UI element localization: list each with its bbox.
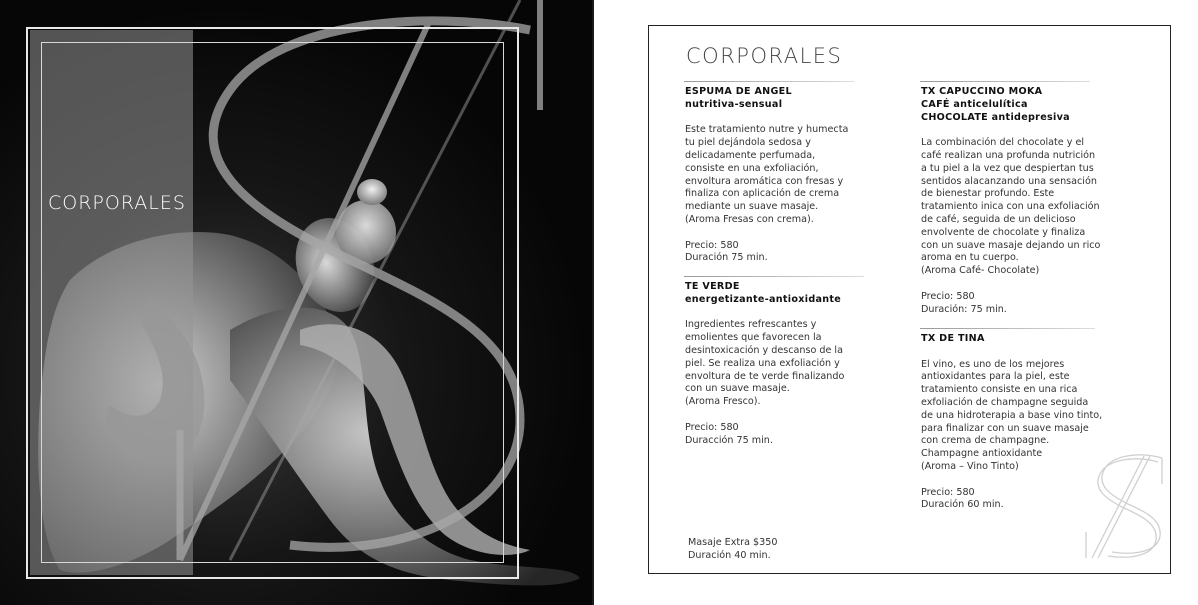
price: Precio: 580 bbox=[685, 421, 739, 433]
treatment-name: TX DE TINA bbox=[921, 333, 985, 344]
description-line: café realizan una profunda nutrición bbox=[921, 149, 1096, 161]
description-line: Este tratamiento nutre y humecta bbox=[685, 124, 849, 136]
treatment-subtitle: CAFÉ anticelulítica bbox=[921, 98, 1028, 110]
description-line: con un suave masaje dejando un rico bbox=[921, 239, 1101, 251]
divider bbox=[684, 81, 854, 82]
description-line: tu piel dejándola sedosa y bbox=[685, 137, 811, 149]
description-line: mediante un suave masaje. bbox=[685, 201, 819, 213]
description-line: de una hidroterapia a base vino tinto, bbox=[921, 409, 1103, 421]
treatment-subtitle: energetizante-antioxidante bbox=[685, 293, 842, 305]
price: Precio: 580 bbox=[685, 239, 739, 251]
duration: Duración 75 min. bbox=[685, 252, 768, 264]
treatment-name: ESPUMA DE ANGEL bbox=[685, 86, 792, 97]
description-line: aroma en tu cuerpo. bbox=[921, 252, 1019, 264]
treatment-name: TX CAPUCCINO MOKA bbox=[921, 86, 1043, 97]
duration: Duración: 75 min. bbox=[921, 303, 1007, 315]
divider bbox=[920, 81, 1090, 82]
description-line: exfoliación de champagne seguida bbox=[921, 396, 1089, 408]
description-line: antioxidantes para la piel, este bbox=[921, 371, 1070, 383]
description-line: con un suave masaje. bbox=[685, 383, 790, 395]
description-line: envolvente de chocolate y finaliza bbox=[921, 226, 1086, 238]
description-line: piel. Se realiza una exfoliación y bbox=[685, 357, 840, 369]
description-line: tratamiento inica con una exfoliación bbox=[921, 201, 1100, 213]
description-line: para finalizar con un suave masaje bbox=[921, 422, 1089, 434]
divider bbox=[920, 328, 1095, 329]
monogram-logo-small bbox=[1078, 454, 1166, 562]
description-line: a tu piel a la vez que despiertan tus bbox=[921, 162, 1094, 174]
description-line: (Aroma Café- Chocolate) bbox=[921, 265, 1040, 277]
treatment-subtitle: CHOCOLATE antidepresiva bbox=[921, 111, 1070, 123]
extra-line: Duración 40 min. bbox=[688, 549, 771, 561]
duration: Duración 60 min. bbox=[921, 499, 1004, 511]
right-page-title: CORPORALES bbox=[686, 44, 843, 68]
price: Precio: 580 bbox=[921, 290, 975, 302]
inner-frame bbox=[41, 42, 504, 563]
description-line: con crema de champagne. bbox=[921, 435, 1050, 447]
description-line: de café, seguida de un delicioso bbox=[921, 213, 1076, 225]
treatment-subtitle: nutritiva-sensual bbox=[685, 98, 783, 110]
price: Precio: 580 bbox=[921, 486, 975, 498]
description-line: desintoxicación y descanso de la bbox=[685, 344, 843, 356]
description-line: emolientes que favorecen la bbox=[685, 332, 822, 344]
description-line: finaliza con aplicación de crema bbox=[685, 188, 840, 200]
description-line: envoltura de te verde finalizando bbox=[685, 370, 845, 382]
description-line: Ingredientes refrescantes y bbox=[685, 319, 817, 331]
description-line: envoltura aromática con fresas y bbox=[685, 175, 844, 187]
description-line: consiste en una exfoliación, bbox=[685, 162, 819, 174]
treatment-tx-de-tina bbox=[921, 333, 1102, 512]
description-line: delicadamente perfumada, bbox=[685, 149, 816, 161]
divider bbox=[684, 276, 864, 277]
treatment-capuccino-moka bbox=[921, 86, 1100, 316]
description-line: (Aroma Fresas con crema). bbox=[685, 213, 814, 225]
description-line: tratamiento consiste en una rica bbox=[921, 384, 1078, 396]
treatment-name: TE VERDE bbox=[685, 281, 740, 292]
left-page-title: CORPORALES bbox=[48, 192, 186, 214]
description-line: El vino, es uno de los mejores bbox=[921, 358, 1065, 370]
left-page bbox=[0, 0, 592, 605]
description-line: (Aroma Fresco). bbox=[685, 396, 761, 408]
description-line: (Aroma – Vino Tinto) bbox=[921, 460, 1019, 472]
treatment-te-verde bbox=[685, 281, 844, 447]
treatment-espuma-de-angel bbox=[685, 86, 848, 265]
description-line: de bienestar profundo. Este bbox=[921, 188, 1055, 200]
extra-line: Masaje Extra $350 bbox=[688, 537, 778, 548]
description-line: Champagne antioxidante bbox=[921, 448, 1043, 460]
description-line: La combinación del chocolate y el bbox=[921, 137, 1085, 149]
duration: Duracción 75 min. bbox=[685, 434, 773, 446]
extra-massage bbox=[688, 537, 777, 563]
description-line: sentidos alacanzando una sensación bbox=[921, 175, 1097, 187]
